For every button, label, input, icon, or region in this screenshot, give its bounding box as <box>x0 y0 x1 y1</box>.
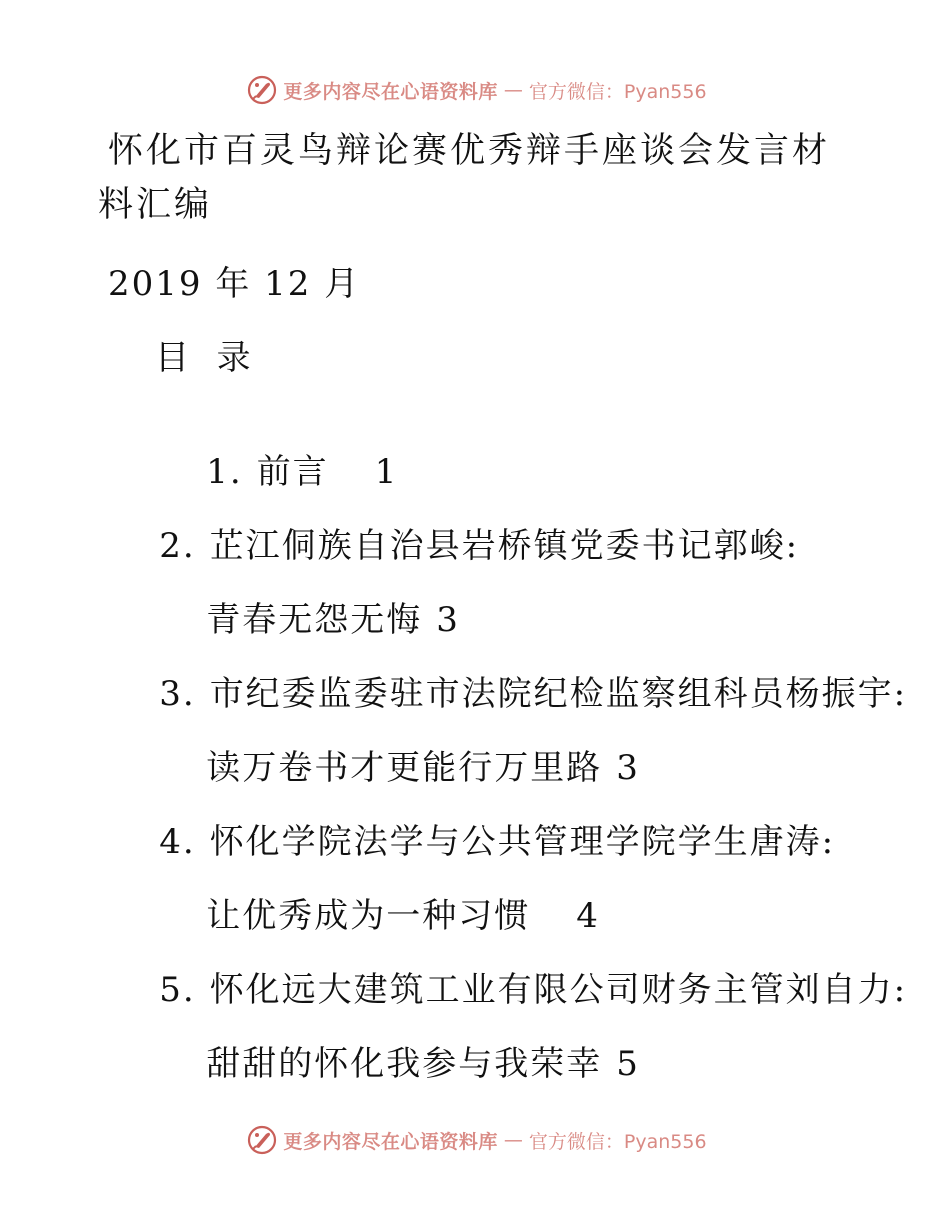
document-title: 怀化市百灵鸟辩论赛优秀辩手座谈会发言材料汇编 <box>98 131 831 225</box>
toc-heading: 目 录 <box>155 338 253 378</box>
watermark-separator: — <box>503 79 523 101</box>
watermark-banner-bottom <box>0 1120 950 1160</box>
toc-item-text: 前言 <box>256 452 329 492</box>
toc-item-page: 5 <box>616 1044 640 1084</box>
watermark-content <box>247 75 706 105</box>
toc-item-page: 4 <box>576 896 600 936</box>
watermark-banner-top <box>0 70 950 110</box>
watermark-text: 更多内容尽在心语资料库 <box>283 80 498 103</box>
toc-item-5-subtitle-line <box>155 996 640 1125</box>
toc-item-number: 4. <box>159 822 196 862</box>
toc-item-page: 1 <box>374 452 399 492</box>
toc-item-text: 怀化学院法学与公共管理学院学生唐涛: <box>209 822 836 862</box>
toc-item-subtitle: 让优秀成为一种习惯 <box>206 896 531 936</box>
quill-pen-icon <box>247 75 277 105</box>
watermark-contact: 官方微信：Pyan556 <box>528 1130 707 1153</box>
toc-item-text: 怀化远大建筑工业有限公司财务主管刘自力: <box>209 970 908 1010</box>
watermark-separator: — <box>503 1129 523 1151</box>
toc-item-subtitle: 青春无怨无悔 <box>206 600 423 640</box>
toc-item-number: 2. <box>159 526 196 566</box>
toc-item-text: 市纪委监委驻市法院纪检监察组科员杨振宇: <box>209 674 908 714</box>
toc-item-page: 3 <box>436 600 460 640</box>
watermark-content <box>247 1125 706 1155</box>
watermark-text: 更多内容尽在心语资料库 <box>283 1130 498 1153</box>
toc-item-number: 3. <box>159 674 196 714</box>
toc-item-subtitle: 甜甜的怀化我参与我荣幸 <box>206 1044 603 1084</box>
toc-item-text: 芷江侗族自治县岩桥镇党委书记郭峻: <box>209 526 800 566</box>
document-date: 2019 年 12 月 <box>108 264 361 304</box>
toc-item-subtitle: 读万卷书才更能行万里路 <box>206 748 603 788</box>
quill-pen-icon <box>247 1125 277 1155</box>
toc-item-page: 3 <box>616 748 640 788</box>
watermark-contact: 官方微信：Pyan556 <box>528 80 707 103</box>
toc-item-number: 5. <box>159 970 196 1010</box>
toc-item-number: 1. <box>206 452 243 492</box>
